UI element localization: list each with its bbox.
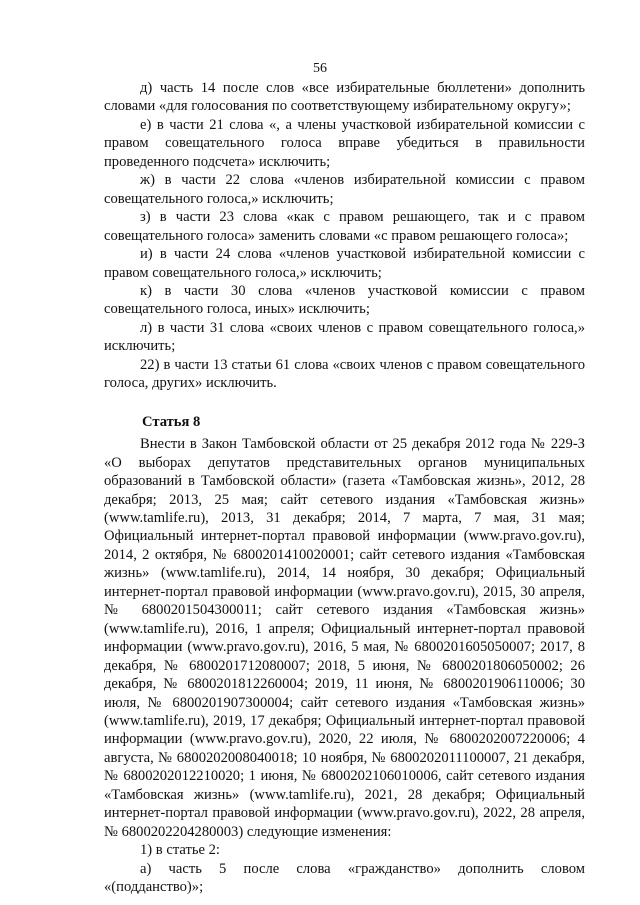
amendment-item-l: л) в части 31 слова «своих членов с правом совещательного голоса,» исключить; bbox=[104, 319, 585, 355]
amendment-item-k: к) в части 30 слова «членов участковой комиссии с правом совещательного голоса, иных» исключить; bbox=[104, 282, 585, 318]
amendment-item-22: 22) в части 13 статьи 61 слова «своих членов с правом совещательного голоса, других» исключить. bbox=[104, 356, 585, 392]
article-item-1a: а) часть 5 после слова «гражданство» дополнить словом «(подданство)»; bbox=[104, 860, 585, 896]
article-intro-paragraph: Внести в Закон Тамбовской области от 25 декабря 2012 года № 229-З «О выборах депутатов представительных органов муниципальных образований в Тамбовской области» (газета «Тамбовская жизнь», 2012, 28 декабря; 2013, 25 мая; сайт сетевого издания «Тамбовская жизнь» (www.tamlife.ru), 2013, 31 декабря; 2014, 7 марта, 7 мая, 31 мая; Официальный интернет-портал правовой информации (www.pravo.gov.ru), 2014, 2 октября, № 6800201410020001; сайт сетевого издания «Тамбовская жизнь» (www.tamlife.ru), 2014, 14 ноября, 30 декабря; Официальный интернет-портал правовой информации (www.pravo.gov.ru), 2015, 30 апреля, № 6800201504300011; сайт сетевого издания «Тамбовская жизнь» (www.tamlife.ru), 2016, 1 апреля; Официальный интернет-портал правовой информации (www.pravo.gov.ru), 2016, 5 мая, № 6800201605050007; 2017, 8 декабря, № 6800201712080007; 2018, 5 июня, № 6800201806050002; 26 декабря, № 6800201812260004; 2019, 11 июня, № 6800201906110006; 30 июля, № 6800201907300004; сайт сетевого издания «Тамбовская жизнь» (www.tamlife.ru), 2019, 17 декабря; Официальный интернет-портал правовой информации (www.pravo.gov.ru), 2020, 22 июля, № 6800202007220006; 4 августа, № 6800202008040018; 10 ноября, № 6800202011100007, 21 декабря, № 6800202012210020; 1 июня, № 6800202106010006, сайт сетевого издания «Тамбовская жизнь» (www.tamlife.ru), 2021, 28 декабря; Официальный интернет-портал правовой информации (www.pravo.gov.ru), 2022, 28 апреля, № 6800202204280003) следующие изменения: bbox=[104, 436, 585, 840]
amendment-item-z: з) в части 23 слова «как с правом решающего, так и с правом совещательного голоса» заменить словами «с правом решающего голоса»; bbox=[104, 209, 585, 244]
document-body bbox=[104, 79, 585, 896]
amendment-item-zh: ж) в части 22 слова «членов избирательной комиссии с правом совещательного голоса,» исключить; bbox=[104, 172, 585, 207]
page-number: 56 bbox=[313, 61, 327, 76]
amendment-item-e: е) в части 21 слова «, а члены участковой избирательной комиссии с правом совещательного голоса вправе убедиться в правильности проведенного подсчета» исключить; bbox=[104, 116, 585, 170]
article-heading: Статья 8 bbox=[142, 413, 201, 430]
amendment-item-d: д) часть 14 после слов «все избирательные бюллетени» дополнить словами «для голосования по соответствующему избирательному округу»; bbox=[104, 80, 585, 115]
amendment-item-i: и) в части 24 слова «членов участковой избирательной комиссии с правом совещательного голоса,» исключить; bbox=[104, 246, 585, 281]
article-item-1: 1) в статье 2: bbox=[140, 842, 220, 859]
